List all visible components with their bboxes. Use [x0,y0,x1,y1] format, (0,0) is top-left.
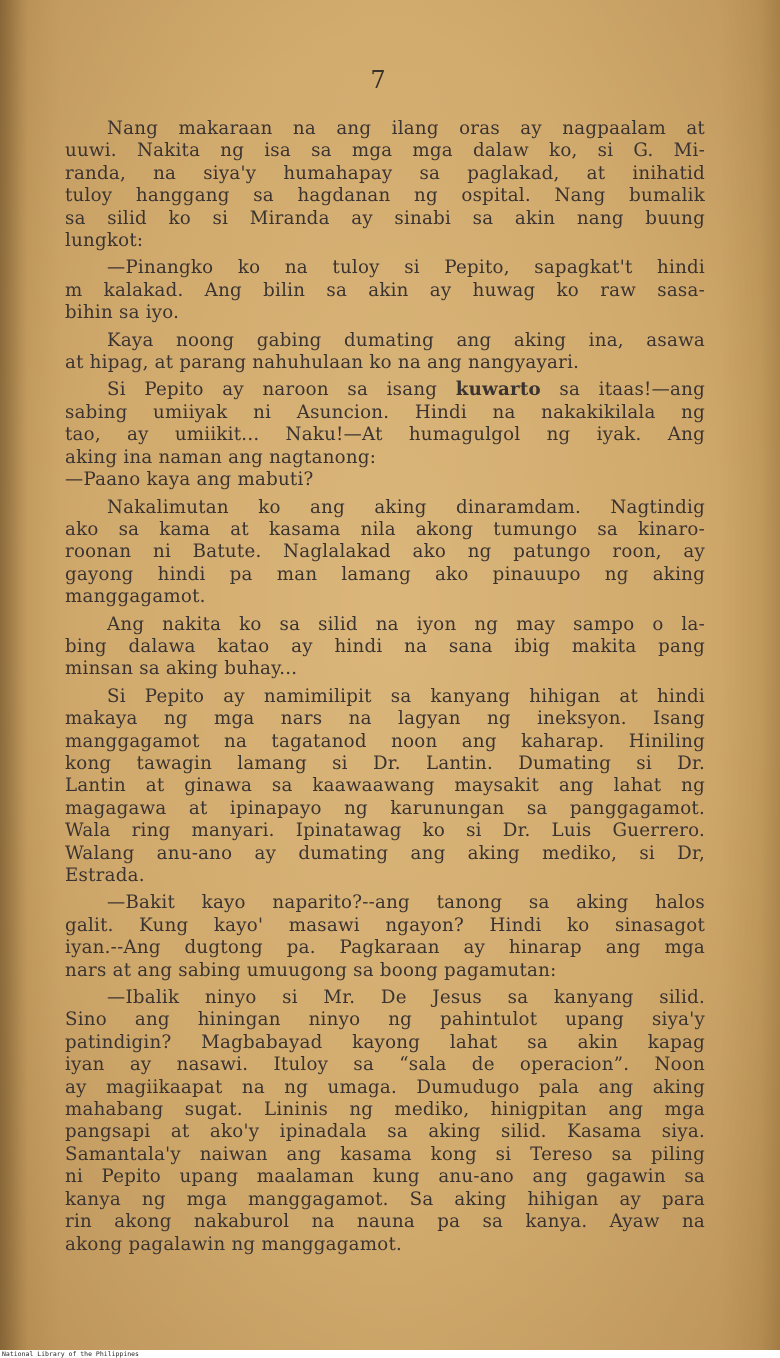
text-line: bihin sa iyo. [65,302,180,324]
text-line: Si Pepito ay namimilipit sa kanyang hihigan at hindi [107,685,705,707]
text-line: Walang anu-ano ay dumating ang aking mediko, si Dr, [65,842,705,864]
text-line: makaya ng mga nars na lagyan ng ineksyon. Isang [65,708,705,730]
text-line: ni Pepito upang maalaman kung anu-ano ang gagawin sa [65,1166,705,1188]
text-line: tao, ay umiikit... Naku!—At humagulgol ng iyak. Ang [65,424,705,446]
body-text [65,118,705,1256]
text-line: Ang nakita ko sa silid na iyon ng may sampo o la- [107,613,705,635]
text-line: kong tawagin lamang si Dr. Lantin. Dumating si Dr. [65,752,705,774]
text-line: minsan sa aking buhay... [65,658,298,680]
text-line: Wala ring manyari. Ipinatawag ko si Dr. Luis Guerrero. [65,820,705,842]
text-line: Samantala'y naiwan ang kasama kong si Tereso sa piling [65,1143,705,1165]
text-line: tuloy hanggang sa hagdanan ng ospital. Nang bumalik [65,185,705,207]
text-line: Sino ang hiningan ninyo ng pahintulot upang siya'y [65,1009,705,1031]
text-line: uuwi. Nakita ng isa sa mga mga dalaw ko, si G. Mi- [65,140,705,162]
text-line: gayong hindi pa man lamang ako pinauupo ng aking [65,563,705,585]
page-number: 7 [370,66,386,94]
text-line: Nang makaraan na ang ilang oras ay nagpaalam at [107,118,705,139]
text-line: aking ina naman ang nagtanong: [65,446,377,468]
text-line: nars at ang sabing umuugong sa boong pagamutan: [65,959,557,981]
text-line: manggagamot na tagatanod noon ang kaharap. Hiniling [65,730,705,752]
text-line: roonan ni Batute. Naglalakad ako ng patungo roon, ay [65,541,705,563]
text-line: —Paano kaya ang mabuti? [65,469,314,491]
text-line: mahabang sugat. Lininis ng mediko, hinigpitan ang mga [65,1099,705,1121]
text-line: iyan.--Ang dugtong pa. Pagkaraan ay hinarap ang mga [65,937,705,959]
text-line: m kalakad. Ang bilin sa akin ay huwag ko raw sasa- [65,279,705,301]
text-line: sabing umiiyak ni Asuncion. Hindi na nakakikilala ng [65,401,705,423]
text-line: iyan ay nasawi. Ituloy sa “sala de operacion”. Noon [65,1054,705,1076]
text-segment: Si Pepito ay naroon sa isang [107,379,456,401]
text-line: bing dalawa katao ay hindi na sana ibig makita pang [65,635,705,657]
footer-credit: National Library of the Philippines [0,1350,780,1358]
text-line: lungkot: [65,230,144,252]
text-line: sa silid ko si Miranda ay sinabi sa akin nang buung [65,207,705,229]
text-line: magagawa at ipinapayo ng karunungan sa panggagamot. [65,797,705,819]
text-line: —Ibalik ninyo si Mr. De Jesus sa kanyang silid. [107,987,705,1009]
text-line: ako sa kama at kasama nila akong tumungo sa kinaro- [65,518,705,540]
text-line: randa, na siya'y humahapay sa paglakad, at inihatid [65,162,705,184]
text-line: manggagamot. [65,586,206,608]
text-line: Kaya noong gabing dumating ang aking ina, asawa [107,329,705,351]
text-line: ay magiikaapat na ng umaga. Dumudugo pala ang aking [65,1076,705,1098]
text-line: patindigin? Magbabayad kayong lahat sa akin kapag [65,1031,705,1053]
text-line: Nakalimutan ko ang aking dinaramdam. Nagtindig [107,496,705,518]
emphasized-word: kuwarto [455,379,541,401]
text-line: pangsapi at ako'y ipinadala sa aking silid. Kasama siya. [65,1121,705,1143]
text-line: Estrada. [65,865,145,886]
text-segment: sa itaas!—ang [540,379,705,401]
text-line: rin akong nakaburol na nauna pa sa kanya. Ayaw na [65,1211,705,1233]
text-line: Lantin at ginawa sa kaawaawang maysakit ang lahat ng [65,775,705,797]
text-line: —Pinangko ko na tuloy si Pepito, sapagkat't hindi [107,257,705,279]
text-line-with-emphasis [65,379,705,401]
text-line: at hipag, at parang nahuhulaan ko na ang nangyayari. [65,352,580,374]
text-line: kanya ng mga manggagamot. Sa aking hihigan ay para [65,1188,705,1210]
spine-shadow [0,0,28,1350]
text-line: akong pagalawin ng manggagamot. [65,1233,403,1255]
text-line: —Bakit kayo naparito?--ang tanong sa aking halos [107,892,705,914]
text-line: galit. Kung kayo' masawi ngayon? Hindi ko sinasagot [65,914,705,936]
